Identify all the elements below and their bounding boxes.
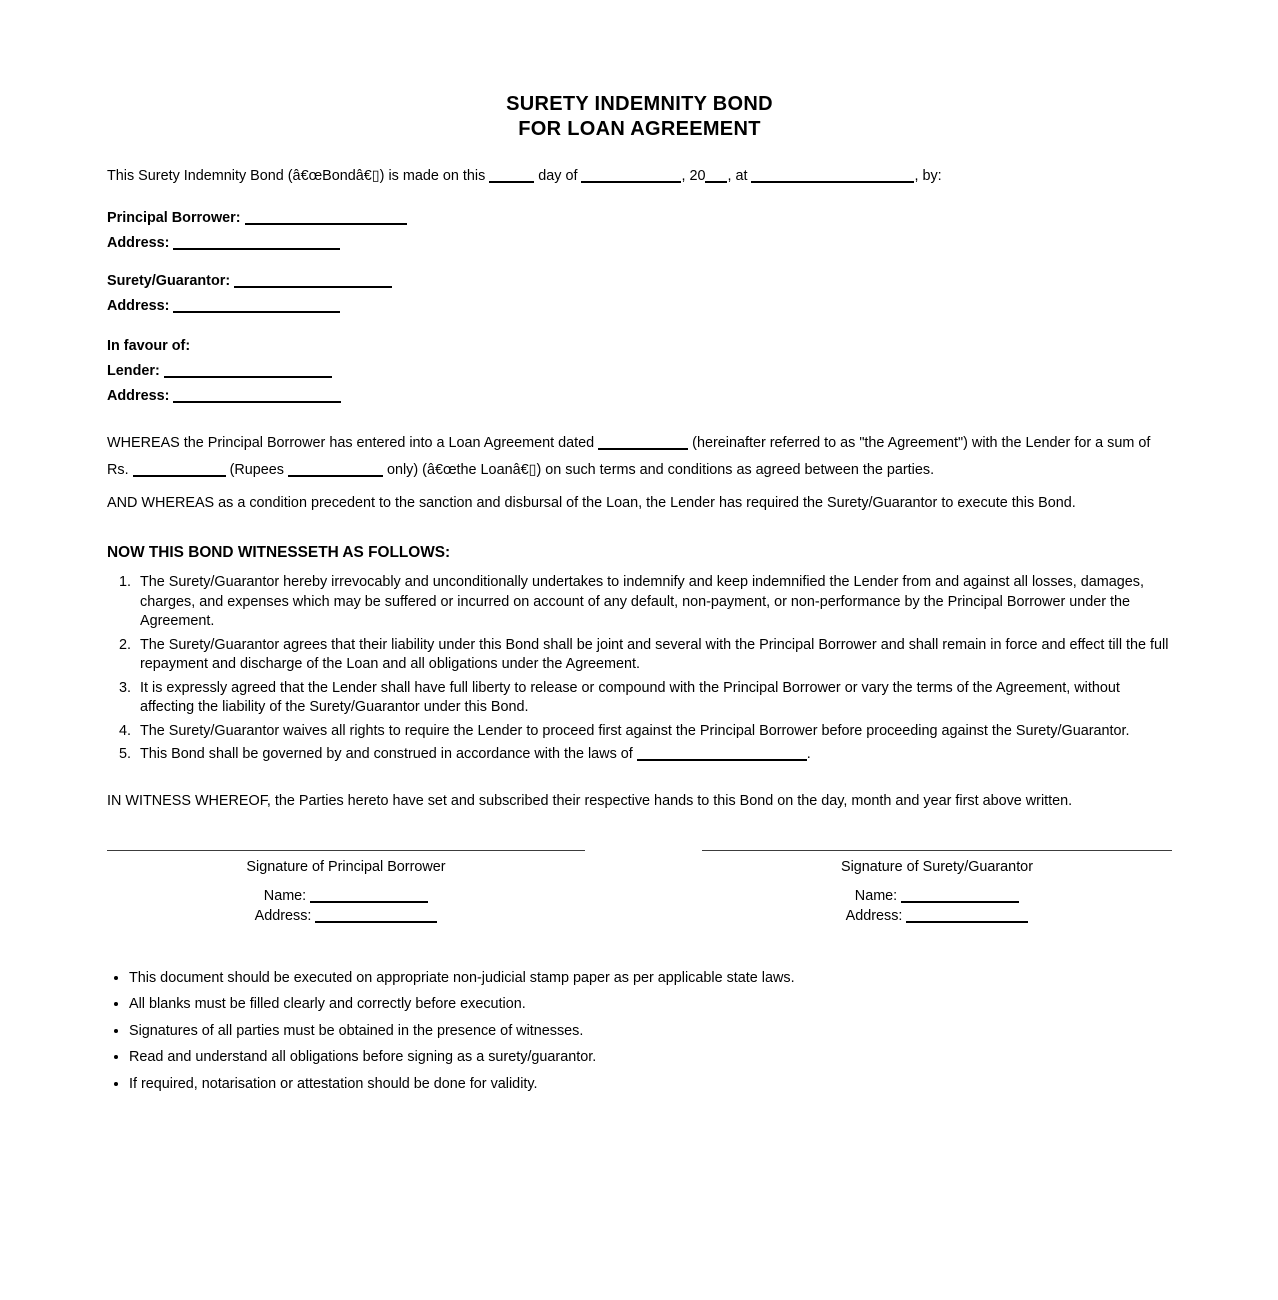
surety-guarantor-line: Surety/Guarantor: <box>107 269 1172 294</box>
blank-field <box>315 910 437 923</box>
in-favour-of-line: In favour of: <box>107 338 191 354</box>
blank-field <box>581 170 681 183</box>
blank-field <box>164 365 332 378</box>
blank-field <box>906 910 1028 923</box>
witnesseth-heading: NOW THIS BOND WITNESSETH AS FOLLOWS: <box>107 544 451 561</box>
surety-signature-line <box>702 850 1172 851</box>
notes-list <box>107 970 1172 1094</box>
blank-field <box>245 212 407 225</box>
blank-field <box>288 464 383 477</box>
clause-item <box>107 679 1172 718</box>
surety-address-line: Address: <box>702 906 1172 926</box>
in-witness-paragraph: IN WITNESS WHEREOF, the Parties hereto have set and subscribed their respective hands to this Bond on the day, month and year first above written. <box>107 792 1073 809</box>
lender-address-line: Address: <box>107 384 1172 409</box>
blank-field <box>173 237 340 250</box>
clause-item <box>107 636 1172 675</box>
intro-paragraph: This Surety Indemnity Bond (â€œBondâ€▯) is made on this day of , 20 , at , by: <box>107 168 942 184</box>
note-item: • This document should be executed on appropriate non-judicial stamp paper as per applicable state laws. <box>129 970 1172 988</box>
clause-text: The Surety/Guarantor waives all rights to require the Lender to proceed first against the Principal Borrower before proceeding against the Surety/Guarantor. <box>140 722 1130 739</box>
note-item: • Read and understand all obligations before signing as a surety/guarantor. <box>129 1049 1172 1067</box>
blank-field <box>637 748 807 761</box>
blank-field <box>173 300 340 313</box>
blank-field <box>234 275 392 288</box>
principal-signature-caption: Signature of Principal Borrower <box>246 858 446 875</box>
principal-borrower-address-line: Address: <box>107 231 1172 256</box>
lender-group <box>107 334 1172 409</box>
lender-line: Lender: <box>107 359 1172 384</box>
principal-address-line: Address: <box>107 906 585 926</box>
clauses-list <box>107 573 1172 765</box>
clause-item <box>107 722 1172 742</box>
document-title-line1: SURETY INDEMNITY BOND <box>506 93 773 115</box>
clause-item <box>107 745 1172 765</box>
blank-field <box>310 890 428 903</box>
note-item: • If required, notarisation or attestation should be done for validity. <box>129 1076 1172 1094</box>
principal-signature-block <box>107 850 585 926</box>
surety-name-line: Name: <box>702 886 1172 906</box>
clause-number: 5. <box>119 746 132 762</box>
clause-text: It is expressly agreed that the Lender shall have full liberty to release or compound with the Principal Borrower or vary the terms of the Agreement, without affecting the liability of the Surety/Guarantor under this Bond. <box>140 679 1120 715</box>
and-whereas-paragraph: AND WHEREAS as a condition precedent to the sanction and disbursal of the Loan, the Lender has required the Surety/Guarantor to execute this Bond. <box>107 495 1076 511</box>
blank-field <box>751 170 914 183</box>
principal-borrower-group <box>107 206 1172 256</box>
clause-text: The Surety/Guarantor hereby irrevocably and unconditionally undertakes to indemnify and keep indemnified the Lender from and against all losses, damages, charges, and expenses which may be suffered or incurred on account of any default, non-payment, or non-performance by the Principal Borrower under the Agreement. <box>140 574 1144 629</box>
whereas-paragraph: WHEREAS the Principal Borrower has entered into a Loan Agreement dated (hereinafter referred to as "the Agreement") with the Lender for a sum of Rs. (Rupees only) (â€œthe Loanâ€▯) on such terms and conditions as agreed between the parties. <box>107 435 1151 478</box>
surety-signature-block <box>702 850 1172 926</box>
signature-row <box>107 850 1172 926</box>
blank-field <box>705 170 727 183</box>
document-title <box>107 92 1172 142</box>
principal-name-line: Name: <box>107 886 585 906</box>
blank-field <box>133 464 226 477</box>
surety-guarantor-group <box>107 269 1172 319</box>
surety-guarantor-address-line: Address: <box>107 294 1172 319</box>
note-item: • All blanks must be filled clearly and correctly before execution. <box>129 996 1172 1014</box>
clause-number: 2. <box>119 636 132 653</box>
document-title-line2: FOR LOAN AGREEMENT <box>518 118 761 140</box>
principal-borrower-line: Principal Borrower: <box>107 206 1172 231</box>
clause-number: 3. <box>119 679 132 696</box>
clause-number: 4. <box>119 722 132 739</box>
surety-signature-caption: Signature of Surety/Guarantor <box>841 858 1033 875</box>
blank-field <box>173 390 341 403</box>
blank-field <box>901 890 1019 903</box>
clause-item <box>107 573 1172 632</box>
clause-text: The Surety/Guarantor agrees that their liability under this Bond shall be joint and several with the Principal Borrower and shall remain in force and effect till the full repayment and discharge of the Loan and all obligations under the Agreement. <box>140 636 1169 672</box>
clause-text: This Bond shall be governed by and construed in accordance with the laws of . <box>140 746 811 762</box>
note-item: • Signatures of all parties must be obtained in the presence of witnesses. <box>129 1023 1172 1041</box>
blank-field <box>598 437 688 450</box>
blank-field <box>489 170 534 183</box>
clause-number: 1. <box>119 574 132 590</box>
principal-signature-line <box>107 850 585 851</box>
